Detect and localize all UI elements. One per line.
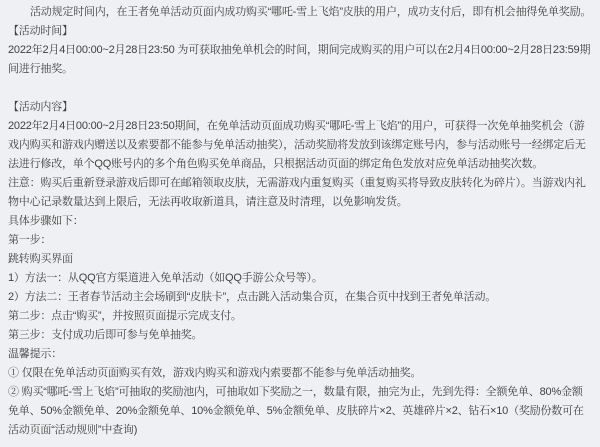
tips-heading: 温馨提示： [8,348,62,360]
paragraph-notice: 注意：购买后重新登录游戏后即可在邮箱领取皮肤，无需游戏内重复购买（重复购买将导致皮肤转化为碎片）。当游戏内礼物中心记录数量达到上限后，无法再收取新道具，请注意及时清理，以免影响发货。 [8,177,586,208]
paragraph-method-two: 2）方法二：王者春节活动主会场刷到“皮肤卡”，点击跳入活动集合页，在集合页中找到王者免单活动。 [8,291,497,303]
step-one-title: 跳转购买界面 [8,253,73,265]
step-one-label: 第一步： [8,234,52,246]
paragraph-activity-time: 2022年2月4日00:00~2月28日23:50 为可获取抽免单机会的时间，期间完成购买的用户可以在2月4日00:00~2月28日23:59期间进行抽奖。 [8,44,591,75]
paragraph-step-three: 第三步：支付成功后即可参与免单抽奖。 [8,329,203,341]
tip-one: ① 仅限在免单活动页面购买有效，游戏内购买和游戏内索要都不能参与免单活动抽奖。 [8,367,422,379]
paragraph-activity-content: 2022年2月4日00:00~2月28日23:50期间，在免单活动页面成功购买“哪吒-雪上飞焰”的用户，可获得一次免单抽奖机会（游戏内购买和游戏内赠送以及索要都不能参与免单活动抽奖），活动奖励将发放到该绑定账号内，参与活动账号一经绑定后无法进行修改，单个QQ账号内的多个角色购买免单商品，只根据活动页面的绑定角色发放对应免单活动抽奖次数。 [8,120,586,170]
heading-activity-content: 【活动内容】 [8,101,73,113]
paragraph-step-two: 第二步：点击“购买”，并按照页面提示完成支付。 [8,310,242,322]
paragraph-gap [8,79,592,98]
heading-activity-time: 【活动时间】 [8,25,73,37]
paragraph-steps-intro: 具体步骤如下： [8,215,84,227]
paragraph-intro: 活动规定时间内，在王者免单活动页面内成功购买“哪吒-雪上飞焰”皮肤的用户，成功支付后，即有机会抽得免单奖励。 [30,6,592,18]
paragraph-method-one: 1）方法一：从QQ官方渠道进入免单活动（如QQ手游公众号等）。 [8,272,323,284]
tip-two: ② 购买“哪吒-雪上飞焰”可抽取的奖励池内，可抽取如下奖励之一，数量有限，抽完为止，先到先得：全额免单、80%金额免单、50%金额免单、20%金额免单、10%金额免单、5%金额免单、皮肤碎片×2、英雄碎片×2、钻石×10（奖励份数可在活动页面“活动规则”中查询) [8,386,584,436]
